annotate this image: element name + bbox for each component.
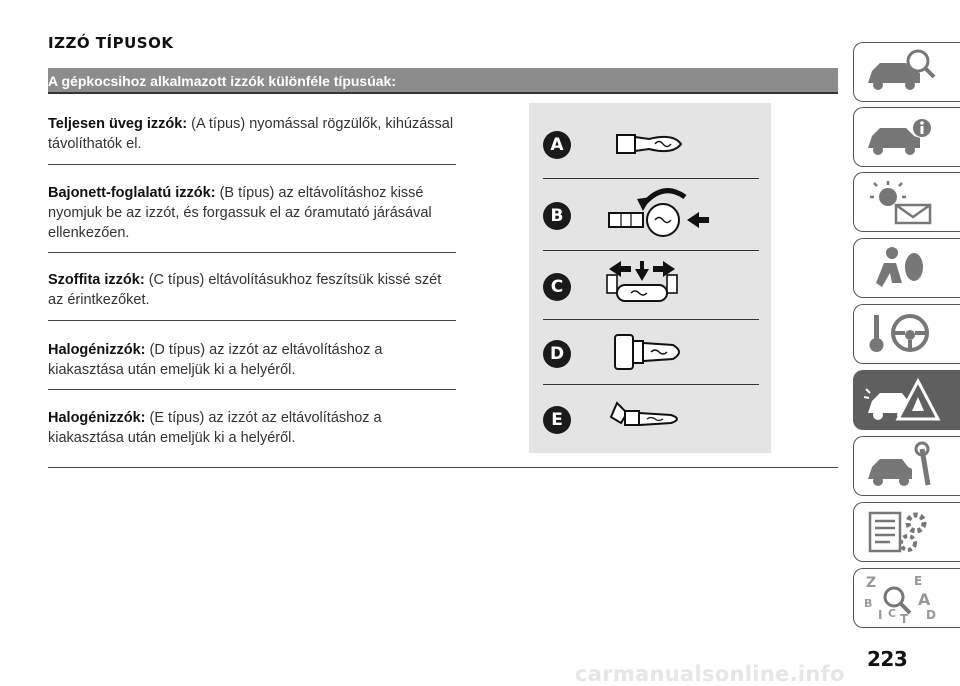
page-title: IZZÓ TÍPUSOK [48,34,174,52]
svg-text:B: B [864,597,873,610]
svg-text:Z: Z [866,575,877,591]
specs-gears-icon [862,507,942,557]
warning-light-envelope-icon [862,177,942,227]
entry-type-e [48,408,456,448]
entry-text: (E típus) az izzót az eltávolításhoz a kiakasztása után emeljük ki a helyéről. [48,410,382,446]
label-badge-e: E [543,406,571,434]
halogen-bulb-d-icon [603,325,703,381]
tab-emergency[interactable] [853,370,960,430]
festoon-bulb-icon [603,255,703,313]
figure-divider [543,384,759,385]
tab-vehicle-overview[interactable] [853,42,960,102]
svg-text:D: D [926,608,936,622]
entry-term: Halogénizzók: [48,410,146,426]
bottom-divider [48,467,838,468]
svg-text:E: E [914,574,923,588]
bayonet-bulb-icon [603,183,733,243]
tab-safety[interactable] [853,238,960,298]
tab-starting-driving[interactable] [853,304,960,364]
entry-term: Halogénizzók: [48,342,146,358]
chapter-sidebar [851,0,960,686]
tab-index[interactable] [853,568,960,628]
entry-text: (A típus) nyomással rögzülők, kihúzással távolíthatók el. [48,116,454,152]
label-badge-a: A [543,131,571,159]
svg-text:A: A [918,590,931,609]
label-badge-d: D [543,340,571,368]
airbag-person-icon [862,243,942,293]
tab-vehicle-info[interactable] [853,107,960,167]
tab-maintenance[interactable] [853,436,960,496]
label-badge-c: C [543,273,571,301]
tab-warning-lights[interactable] [853,172,960,232]
figure-divider [543,178,759,179]
entry-type-a [48,114,456,154]
divider [48,252,456,253]
svg-text:I: I [878,608,883,622]
steering-wheel-key-icon [862,309,942,359]
entry-term: Bajonett-foglalatú izzók: [48,185,216,201]
car-info-icon [862,112,942,162]
divider [48,320,456,321]
tab-technical-specs[interactable] [853,502,960,562]
section-heading-bar [48,68,838,94]
halogen-bulb-e-icon [603,395,703,443]
entry-type-b [48,183,456,243]
entry-text: (D típus) az izzót az eltávolításhoz a kiakasztása után emeljük ki a helyéről. [48,342,383,378]
entry-text: (B típus) az eltávolításhoz kissé nyomjuk be az izzót, és forgassuk el az óramutató járásával ellenkezően. [48,185,432,241]
entry-term: Szoffita izzók: [48,272,145,288]
entry-text: (C típus) eltávolításukhoz feszítsük kissé szét az érintkezőket. [48,272,442,308]
divider [48,164,456,165]
bulb-types-figure [529,103,771,453]
label-badge-b: B [543,202,571,230]
figure-divider [543,319,759,320]
watermark: carmanualsonline.info [575,662,845,686]
entry-term: Teljesen üveg izzók: [48,116,188,132]
svg-text:T: T [900,612,909,623]
car-wrench-icon [862,441,942,491]
glass-wedge-bulb-icon [603,125,703,165]
page-number: 223 [867,647,908,671]
section-heading: A gépkocsihoz alkalmazott izzók különféle típusúak: [48,73,396,89]
entry-type-d [48,340,456,380]
figure-divider [543,250,759,251]
alphabet-index-icon [862,573,942,623]
svg-text:C: C [888,607,897,620]
entry-type-c [48,270,456,310]
divider [48,389,456,390]
car-magnifier-icon [862,47,942,97]
car-warning-triangle-icon [862,375,942,425]
